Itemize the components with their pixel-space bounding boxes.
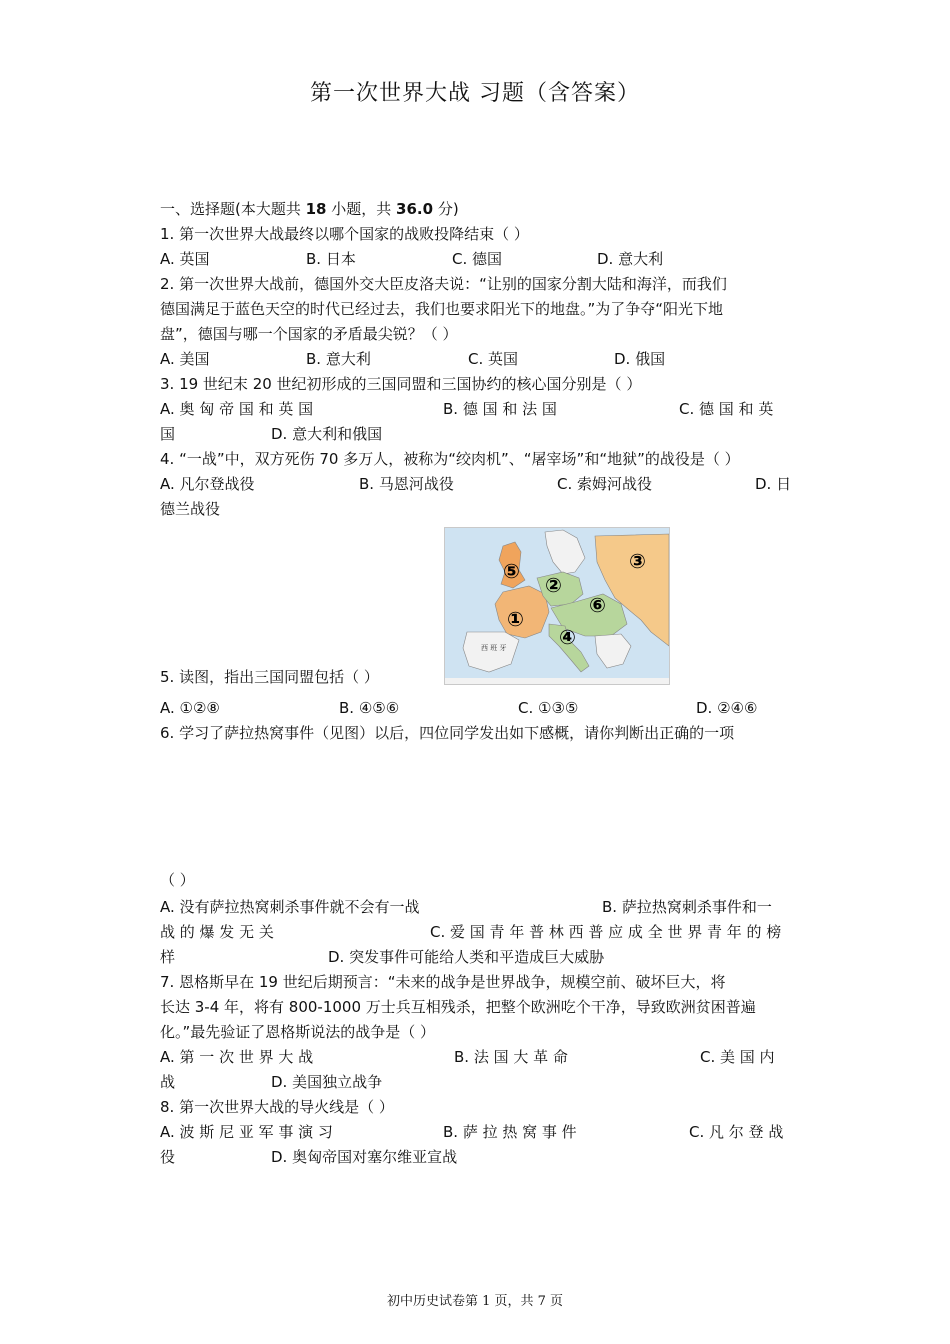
option-b[interactable]: B. 意大利 (306, 350, 371, 368)
question-6-bracket: （ ） (160, 871, 195, 889)
option-d[interactable]: D. ②④⑥ (696, 699, 758, 717)
option-b[interactable]: B. 马恩河战役 (359, 475, 454, 493)
question-1-stem: 1. 第一次世界大战最终以哪个国家的战败投降结束（ ） (160, 225, 529, 243)
option-c[interactable]: C. 爱 国 青 年 普 林 西 普 应 成 全 世 界 青 年 的 榜 (430, 923, 782, 941)
option-c[interactable]: C. 凡 尔 登 战 (689, 1123, 784, 1141)
question-8-stem: 8. 第一次世界大战的导火线是（ ） (160, 1098, 394, 1116)
question-6-stem: 6. 学习了萨拉热窝事件（见图）以后，四位同学发出如下感概，请你判断出正确的一项 (160, 724, 735, 742)
option-a[interactable]: A. 奥 匈 帝 国 和 英 国 (160, 400, 314, 418)
question-4-stem: 4. “一战”中，双方死伤 70 多万人，被称为“绞肉机”、“屠宰场”和“地狱”的战役是（ ） (160, 450, 740, 468)
option-c-cont: 战 (160, 1073, 176, 1091)
option-c[interactable]: C. 德 国 和 英 (679, 400, 774, 418)
document-title: 第一次世界大战 习题（含答案） (310, 81, 640, 106)
option-a[interactable]: A. 波 斯 尼 亚 军 事 演 习 (160, 1123, 333, 1141)
option-c-cont: 役 (160, 1148, 176, 1166)
option-a[interactable]: A. 凡尔登战役 (160, 475, 255, 493)
option-c[interactable]: C. 索姆河战役 (557, 475, 653, 493)
option-d[interactable]: D. 日 (755, 475, 792, 493)
option-b[interactable]: B. 萨拉热窝刺杀事件和一 (602, 898, 772, 916)
map-label-3: ③ (629, 549, 646, 573)
option-c[interactable]: C. 美 国 内 (700, 1048, 775, 1066)
question-2-stem-line: 盘”，德国与哪一个国家的矛盾最尖锐？（ ） (160, 325, 458, 343)
option-a[interactable]: A. 英国 (160, 250, 210, 268)
option-a[interactable]: A. 第 一 次 世 界 大 战 (160, 1048, 314, 1066)
page-footer: 初中历史试卷第 1 页，共 7 页 (386, 1294, 564, 1309)
option-d[interactable]: D. 奥匈帝国对塞尔维亚宣战 (271, 1148, 458, 1166)
map-label-4: ④ (559, 625, 576, 649)
option-c[interactable]: C. 德国 (452, 250, 503, 268)
option-d[interactable]: D. 美国独立战争 (271, 1073, 383, 1091)
question-4-options-cont: 德兰战役 (160, 500, 221, 518)
option-d[interactable]: D. 突发事件可能给人类和平造成巨大威胁 (328, 948, 605, 966)
map-label-1: ① (507, 607, 524, 631)
section-heading: 一、选择题(本大题共 18 小题，共 36.0 分) (160, 200, 459, 218)
option-b[interactable]: B. 德 国 和 法 国 (443, 400, 557, 418)
option-a[interactable]: A. ①②⑧ (160, 699, 220, 717)
option-b[interactable]: B. 萨 拉 热 窝 事 件 (443, 1123, 577, 1141)
option-a[interactable]: A. 美国 (160, 350, 210, 368)
europe-map-figure (444, 527, 670, 685)
option-c-cont: 国 (160, 425, 176, 443)
option-d[interactable]: D. 俄国 (614, 350, 666, 368)
option-b[interactable]: B. 日本 (306, 250, 356, 268)
option-a[interactable]: A. 没有萨拉热窝刺杀事件就不会有一战 (160, 898, 420, 916)
option-b[interactable]: B. ④⑤⑥ (339, 699, 400, 717)
map-label-6: ⑥ (589, 593, 606, 617)
question-5-stem: 5. 读图，指出三国同盟包括（ ） (160, 668, 379, 686)
map-label-spain: 西 班 牙 (481, 644, 507, 652)
map-label-5: ⑤ (503, 559, 520, 583)
option-c[interactable]: C. 英国 (468, 350, 519, 368)
option-b-cont: 战 的 爆 发 无 关 (160, 923, 274, 941)
option-d[interactable]: D. 意大利和俄国 (271, 425, 383, 443)
map-label-2: ② (545, 573, 562, 597)
question-3-stem: 3. 19 世纪末 20 世纪初形成的三国同盟和三国协约的核心国分别是（ ） (160, 375, 642, 393)
option-d[interactable]: D. 意大利 (597, 250, 664, 268)
question-7-stem-line: 7. 恩格斯早在 19 世纪后期预言：“未来的战争是世界战争，规模空前、破坏巨大，将 (160, 973, 726, 991)
option-c[interactable]: C. ①③⑤ (518, 699, 579, 717)
question-2-stem-line: 德国满足于蓝色天空的时代已经过去，我们也要求阳光下的地盘。”为了争夺“阳光下地 (160, 300, 724, 318)
question-7-stem-line: 化。”最先验证了恩格斯说法的战争是（ ） (160, 1023, 436, 1041)
question-7-stem-line: 长达 3-4 年，将有 800-1000 万士兵互相残杀，把整个欧洲吃个干净，导致欧洲贫困普遍 (160, 998, 756, 1016)
option-c-cont: 样 (160, 948, 176, 966)
option-b[interactable]: B. 法 国 大 革 命 (454, 1048, 568, 1066)
question-2-stem-line: 2. 第一次世界大战前，德国外交大臣皮洛夫说：“让别的国家分割大陆和海洋，而我们 (160, 275, 727, 293)
